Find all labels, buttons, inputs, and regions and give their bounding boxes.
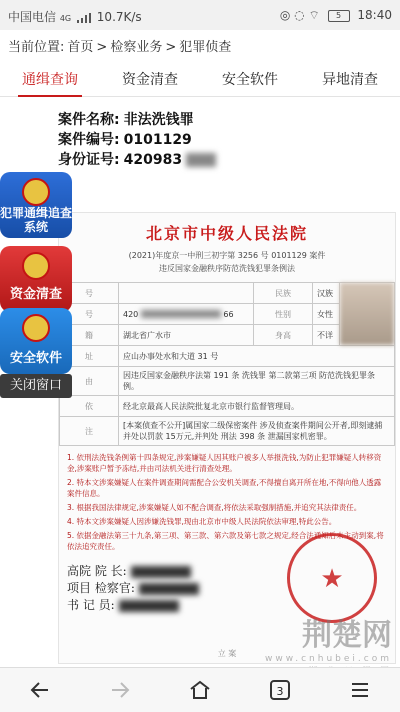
clerk-label: 书 记 员:	[67, 598, 115, 612]
breadcrumb-home[interactable]: 首页	[67, 40, 94, 55]
fund-check-button[interactable]	[0, 246, 72, 312]
breadcrumb	[8, 36, 234, 55]
document-subtitle: 违反国家金融秩序防范洗钱犯罪条例法	[159, 264, 295, 273]
id-number-value: 420983	[123, 152, 183, 168]
side-button-label: 犯罪通缉追查系统	[0, 206, 72, 234]
body-paragraph: 3. 根据我国法律规定,涉案嫌疑人如不配合调查,将依法采取强制措施,并追究其法律责任。	[67, 503, 362, 512]
height-value: 不详	[313, 325, 340, 346]
charge3-cell: [本案侦查不公开]属国家二级保密案件 涉及侦查案件期间公开者,即刻逮捕并处以罚款 15万元,并判处 刑法 398 条 泄漏国家机密罪。	[119, 417, 395, 446]
case-info	[58, 110, 220, 170]
wifi-icon: ⌔	[308, 8, 320, 22]
address-cell: 湖北省广水市	[119, 325, 254, 346]
wanted-tracking-system-button[interactable]	[0, 172, 72, 238]
prosecutor-label: 项目 检察官:	[67, 581, 135, 595]
id-cell: 420 66	[119, 304, 254, 325]
tabs-button[interactable]	[240, 668, 320, 712]
watermark-logo: 荆楚网	[302, 618, 392, 653]
document-case-number: (2021)年度京一中刑三初字第 3256 号 0101129 案件	[128, 251, 326, 260]
browser-bottom-nav	[0, 667, 400, 712]
menu-button[interactable]	[320, 668, 400, 712]
tab-fund-check[interactable]: 资金清查	[122, 72, 178, 88]
table-label: 号	[60, 283, 119, 304]
mute-icon: ◌	[294, 8, 305, 22]
tab-remote-check[interactable]: 异地清查	[322, 72, 378, 88]
redacted-id	[186, 153, 216, 167]
case-number-value: 0101129	[123, 132, 192, 148]
charge1-cell: 因违反国家金融秩序法第 191 条 洗钱罪 第二款第三项 防范洗钱犯罪条例。	[119, 367, 395, 396]
body-paragraph: 2. 特本文涉案嫌疑人在案件调查期间需配合公安机关调查,不得擅自离开所在地,不得向他人透露案件信息。	[67, 478, 382, 498]
breadcrumb-separator: >	[96, 40, 108, 55]
ethnicity-value: 汉族	[313, 283, 340, 304]
table-cell	[119, 283, 254, 304]
document-footer: 立 案	[217, 649, 237, 658]
ethnicity-label: 民族	[254, 283, 313, 304]
body-paragraph: 4. 特本文涉案嫌疑人因涉嫌洗钱罪,现由北京市中级人民法院依法审理,特此公告。	[67, 517, 337, 526]
clock: 18:40	[357, 8, 392, 22]
table-label: 注	[60, 417, 119, 446]
breadcrumb-prosecution[interactable]: 检察业务	[110, 40, 163, 55]
suspect-photo	[340, 283, 395, 346]
height-label: 身高	[254, 325, 313, 346]
police-emblem-icon	[22, 252, 50, 280]
table-label: 籍	[60, 325, 119, 346]
gender-label: 性别	[254, 304, 313, 325]
judge-signature	[131, 566, 191, 578]
forward-arrow-icon	[108, 678, 132, 702]
watermark-url: www.cnhubei.com	[264, 654, 392, 664]
case-name-value: 非法洗钱罪	[123, 112, 194, 128]
carrier-label: 中国电信	[8, 10, 57, 24]
clerk-signature	[119, 600, 179, 612]
tab-bar	[0, 66, 400, 97]
signal-icon	[77, 13, 91, 23]
breadcrumb-crime-investigation[interactable]: 犯罪侦查	[179, 40, 232, 55]
side-button-label: 安全软件	[9, 351, 62, 366]
home-button[interactable]	[160, 668, 240, 712]
security-software-button[interactable]	[0, 308, 72, 374]
forward-button[interactable]	[80, 668, 160, 712]
case-name-label: 案件名称:	[58, 112, 120, 128]
table-label: 由	[60, 367, 119, 396]
back-button[interactable]	[0, 668, 80, 712]
home-icon	[188, 678, 212, 702]
breadcrumb-prefix: 当前位置:	[8, 40, 65, 55]
police-emblem-icon	[22, 314, 50, 342]
prosecutor-signature	[139, 583, 199, 595]
judge-label: 高院 院 长:	[67, 564, 127, 578]
body-paragraph: 5. 依据金融法第三十九条,第三项、第三款、第六款及第七款之规定,经合法通知后未主动到案,将依法追究责任。	[67, 531, 384, 551]
menu-icon	[348, 678, 372, 702]
address2-cell: 应山办事处水和大道 31 号	[119, 346, 395, 367]
nfc-icon: ◎	[279, 8, 291, 22]
battery-icon: 5	[328, 10, 350, 22]
side-button-label: 资金清查	[9, 287, 62, 302]
police-emblem-icon	[22, 178, 50, 206]
case-number-label: 案件编号:	[58, 132, 120, 148]
suspect-table	[59, 282, 395, 446]
table-label: 址	[60, 346, 119, 367]
speed-label: 10.7K/s	[96, 10, 142, 24]
gender-value: 女性	[313, 304, 340, 325]
network-label: 4G	[59, 14, 72, 23]
body-paragraph: 1. 依刑法洗钱条例第十四条规定,涉案嫌疑人因其账户被多人举报洗钱,为防止犯罪嫌疑人转移资金,涉案账户暂予冻结,并由司法机关进行清查处理。	[67, 453, 382, 473]
table-label: 依	[60, 396, 119, 417]
tab-count: 3	[270, 680, 290, 700]
table-label: 号	[60, 304, 119, 325]
status-bar	[0, 0, 400, 30]
id-number-label: 身份证号:	[58, 152, 120, 168]
tab-security-software[interactable]: 安全软件	[222, 72, 278, 88]
back-arrow-icon	[28, 678, 52, 702]
court-document	[58, 212, 396, 664]
breadcrumb-separator: >	[165, 40, 177, 55]
court-title: 北京市中级人民法院	[145, 224, 308, 243]
tab-wanted-query[interactable]: 通缉查询	[0, 66, 100, 96]
close-window-button[interactable]: 关闭窗口	[0, 374, 72, 398]
charge2-cell: 经北京最高人民法院批复北京市银行监督管理局。	[119, 396, 395, 417]
